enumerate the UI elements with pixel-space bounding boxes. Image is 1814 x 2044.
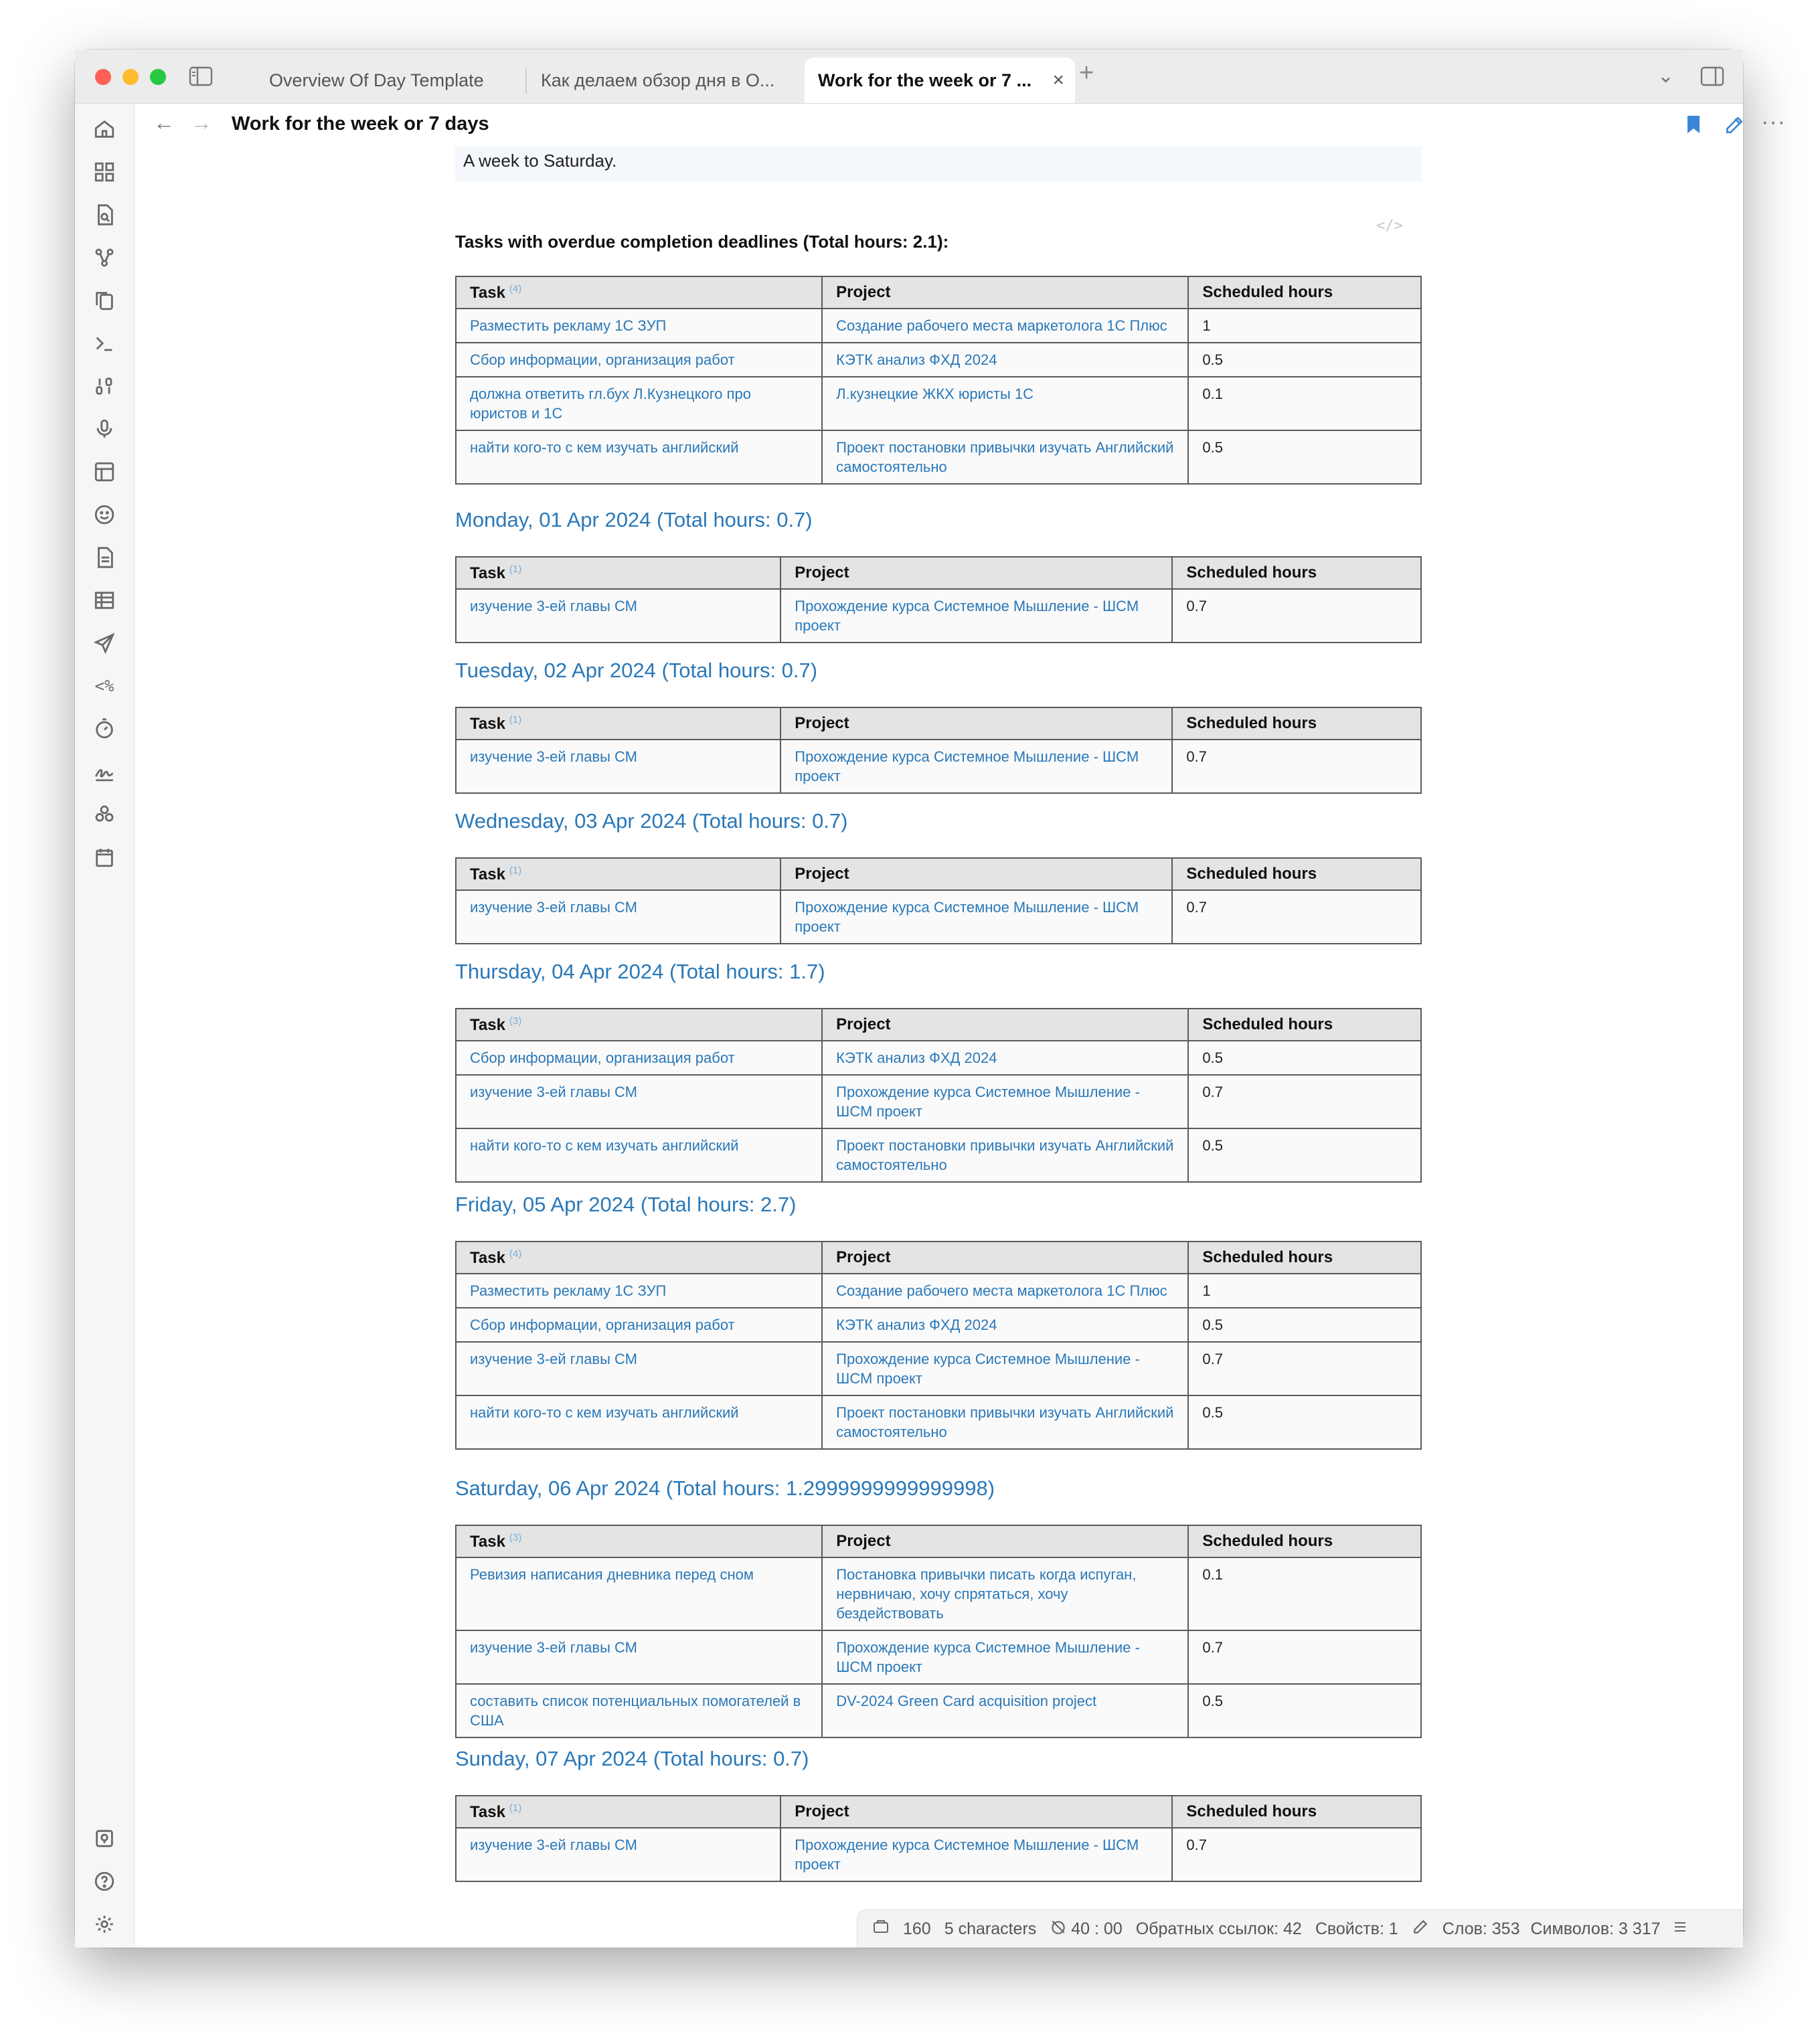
column-header-task[interactable]	[456, 1009, 822, 1041]
day-heading: Wednesday, 03 Apr 2024 (Total hours: 0.7)	[455, 809, 848, 833]
edit-icon[interactable]	[1724, 114, 1745, 139]
column-header-task[interactable]	[456, 707, 780, 740]
task-link[interactable]: изучение 3-ей главы СМ	[456, 1075, 822, 1128]
project-link[interactable]: Создание рабочего места маркетолога 1С Плюс	[822, 1274, 1188, 1308]
column-header-task[interactable]	[456, 1796, 780, 1828]
sidebar-toggle-icon[interactable]	[189, 66, 213, 87]
column-header-label: Scheduled hours	[1202, 1015, 1333, 1033]
scheduled-hours-cell: 0.1	[1188, 377, 1421, 430]
task-link[interactable]: найти кого-то с кем изучать английский	[456, 1395, 822, 1449]
column-header-hours[interactable]	[1188, 1009, 1421, 1041]
tab-work-for-the-week[interactable]	[805, 58, 1075, 103]
task-link[interactable]: Сбор информации, организация работ	[456, 343, 822, 377]
task-link[interactable]: найти кого-то с кем изучать английский	[456, 1128, 822, 1182]
column-header-label: Task	[470, 865, 505, 883]
table-header-row	[456, 557, 1421, 589]
table-row	[456, 309, 1421, 343]
scheduled-hours-cell: 0.7	[1188, 1075, 1421, 1128]
tab-label: Work for the week or 7 ...	[818, 70, 1032, 90]
task-table	[455, 1008, 1422, 1183]
column-header-label: Project	[836, 283, 891, 301]
column-header-task[interactable]	[456, 276, 822, 309]
task-link[interactable]: изучение 3-ей главы СМ	[456, 1630, 822, 1684]
project-link[interactable]: Создание рабочего места маркетолога 1С Плюс	[822, 309, 1188, 343]
column-header-project[interactable]	[822, 1009, 1188, 1041]
code-view-icon[interactable]: </>	[1376, 218, 1403, 234]
task-link[interactable]: изучение 3-ей главы СМ	[456, 589, 780, 643]
status-words: Слов: 353	[1442, 1919, 1520, 1938]
column-header-label: Scheduled hours	[1186, 1802, 1317, 1820]
project-link[interactable]: Проект постановки привычки изучать Английский самостоятельно	[822, 1128, 1188, 1182]
column-header-label: Project	[795, 564, 849, 582]
right-sidebar-toggle-icon[interactable]	[1700, 66, 1724, 87]
overdue-heading: Tasks with overdue completion deadlines (Total hours: 2.1):	[455, 232, 949, 252]
table-row	[456, 740, 1421, 793]
scheduled-hours-cell: 0.7	[1172, 890, 1421, 944]
project-link[interactable]: Прохождение курса Системное Мышление - ШСМ проект	[822, 1342, 1188, 1395]
column-header-label: Project	[836, 1015, 891, 1033]
table-row	[456, 1684, 1421, 1737]
status-bar	[857, 1909, 1743, 1948]
column-header-project[interactable]	[822, 1242, 1188, 1274]
column-header-project[interactable]	[780, 707, 1172, 740]
table-row	[456, 377, 1421, 430]
task-table	[455, 1795, 1422, 1882]
scheduled-hours-cell: 1	[1188, 1274, 1421, 1308]
day-heading: Monday, 01 Apr 2024 (Total hours: 0.7)	[455, 508, 813, 531]
task-link[interactable]: Разместить рекламу 1С ЗУП	[456, 1274, 822, 1308]
scheduled-hours-cell: 0.7	[1172, 589, 1421, 643]
list-icon[interactable]	[1673, 1919, 1687, 1940]
column-header-label: Scheduled hours	[1202, 1248, 1333, 1266]
status-properties[interactable]: Свойств: 1	[1315, 1919, 1398, 1938]
column-header-project[interactable]	[822, 1525, 1188, 1557]
task-link[interactable]: изучение 3-ей главы СМ	[456, 740, 780, 793]
scheduled-hours-cell: 0.5	[1188, 1395, 1421, 1449]
table-header-row	[456, 1009, 1421, 1041]
table-header-row	[456, 1525, 1421, 1557]
task-link[interactable]: составить список потенциальных помогателей в США	[456, 1684, 822, 1737]
column-header-label: Scheduled hours	[1202, 283, 1333, 301]
task-table	[455, 556, 1422, 643]
table-row	[456, 1342, 1421, 1395]
scheduled-hours-cell: 0.1	[1188, 1557, 1421, 1630]
task-count-badge: (1)	[509, 713, 522, 726]
table-header-row	[456, 1242, 1421, 1274]
day-heading: Tuesday, 02 Apr 2024 (Total hours: 0.7)	[455, 659, 818, 682]
project-link[interactable]: Постановка привычки писать когда испуган, нервничаю, хочу спрятаться, хочу бездействовать	[822, 1557, 1188, 1630]
project-link[interactable]: Прохождение курса Системное Мышление - ШСМ проект	[780, 589, 1172, 643]
table-row	[456, 890, 1421, 944]
tab-label: Overview Of Day Template	[269, 70, 484, 90]
minimize-window-button[interactable]	[122, 69, 139, 85]
project-link[interactable]: Прохождение курса Системное Мышление - ШСМ проект	[822, 1075, 1188, 1128]
table-row	[456, 1041, 1421, 1075]
scheduled-hours-cell: 0.5	[1188, 1684, 1421, 1737]
status-number: 160	[903, 1919, 931, 1938]
column-header-label: Project	[795, 1802, 849, 1820]
column-header-hours[interactable]	[1172, 557, 1421, 589]
bookmark-icon[interactable]	[1685, 114, 1702, 138]
column-header-label: Scheduled hours	[1186, 564, 1317, 582]
status-backlinks[interactable]: Обратных ссылок: 42	[1135, 1919, 1302, 1938]
note-title[interactable]: Work for the week or 7 days	[232, 113, 489, 135]
column-header-task[interactable]	[456, 557, 780, 589]
day-heading: Thursday, 04 Apr 2024 (Total hours: 1.7)	[455, 960, 825, 983]
task-link[interactable]: должна ответить гл.бух Л.Кузнецкого про юристов и 1С	[456, 377, 822, 430]
task-link[interactable]: Ревизия написания дневника перед сном	[456, 1557, 822, 1630]
percent-template-icon[interactable]: <%	[94, 677, 114, 695]
table-row	[456, 1075, 1421, 1128]
new-tab-button[interactable]: +	[1079, 59, 1094, 87]
more-options-icon[interactable]: ···	[1761, 109, 1786, 135]
zoom-window-button[interactable]	[150, 69, 166, 85]
home-icon[interactable]	[90, 114, 119, 144]
no-timer-icon[interactable]	[1050, 1918, 1067, 1940]
table-row	[456, 1128, 1421, 1182]
pencil-icon[interactable]	[1412, 1918, 1429, 1940]
task-count-badge: (4)	[509, 1248, 522, 1260]
column-header-label: Scheduled hours	[1202, 1532, 1333, 1550]
project-link[interactable]: Прохождение курса Системное Мышление - ШСМ проект	[822, 1630, 1188, 1684]
column-header-project[interactable]	[780, 858, 1172, 890]
column-header-hours[interactable]	[1188, 1525, 1421, 1557]
close-tab-icon[interactable]: ×	[1052, 69, 1064, 91]
project-link[interactable]: КЭТК анализ ФХД 2024	[822, 1041, 1188, 1075]
column-header-label: Project	[795, 865, 849, 883]
table-header-row	[456, 707, 1421, 740]
task-table	[455, 857, 1422, 944]
table-row	[456, 430, 1421, 484]
scheduled-hours-cell: 0.7	[1172, 740, 1421, 793]
column-header-task[interactable]	[456, 1242, 822, 1274]
task-link[interactable]: Сбор информации, организация работ	[456, 1041, 822, 1075]
note-content	[75, 147, 1743, 1948]
column-header-hours[interactable]	[1188, 1242, 1421, 1274]
column-header-project[interactable]	[822, 276, 1188, 309]
close-window-button[interactable]	[95, 69, 111, 85]
task-table	[455, 1525, 1422, 1738]
table-row	[456, 1828, 1421, 1881]
task-link[interactable]: Сбор информации, организация работ	[456, 1308, 822, 1342]
task-count-badge: (3)	[509, 1531, 522, 1543]
task-table	[455, 276, 1422, 485]
task-link[interactable]: изучение 3-ей главы СМ	[456, 1342, 822, 1395]
day-heading: Sunday, 07 Apr 2024 (Total hours: 0.7)	[455, 1747, 809, 1770]
task-count-badge: (1)	[509, 563, 522, 575]
task-count-badge: (1)	[509, 864, 522, 876]
title-bar	[75, 50, 1743, 104]
table-row	[456, 1557, 1421, 1630]
project-link[interactable]: Проект постановки привычки изучать Английский самостоятельно	[822, 430, 1188, 484]
table-row	[456, 343, 1421, 377]
column-header-label: Task	[470, 1015, 505, 1034]
table-row	[456, 1308, 1421, 1342]
scheduled-hours-cell: 0.7	[1188, 1630, 1421, 1684]
status-characters: 5 characters	[944, 1919, 1037, 1938]
sync-icon[interactable]	[872, 1920, 890, 1939]
column-header-label: Scheduled hours	[1186, 714, 1317, 732]
task-link[interactable]: Разместить рекламу 1С ЗУП	[456, 309, 822, 343]
task-table	[455, 1241, 1422, 1450]
intro-line: A week to Saturday.	[455, 147, 1422, 181]
view-header	[135, 104, 1786, 147]
forward-arrow-icon[interactable]: →	[191, 110, 212, 135]
project-link[interactable]: Прохождение курса Системное Мышление - ШСМ проект	[780, 1828, 1172, 1881]
column-header-label: Task	[470, 1248, 505, 1267]
column-header-label: Task	[470, 564, 505, 582]
project-link[interactable]: КЭТК анализ ФХД 2024	[822, 1308, 1188, 1342]
column-header-label: Task	[470, 714, 505, 733]
column-header-hours[interactable]	[1172, 858, 1421, 890]
column-header-project[interactable]	[780, 1796, 1172, 1828]
scheduled-hours-cell: 0.5	[1188, 1308, 1421, 1342]
task-count-badge: (3)	[509, 1015, 522, 1027]
tab-overview-of-day-template[interactable]	[256, 58, 523, 103]
scheduled-hours-cell: 0.5	[1188, 430, 1421, 484]
task-link[interactable]: найти кого-то с кем изучать английский	[456, 430, 822, 484]
project-link[interactable]: DV-2024 Green Card acquisition project	[822, 1684, 1188, 1737]
column-header-label: Project	[795, 714, 849, 732]
scheduled-hours-cell: 0.7	[1188, 1342, 1421, 1395]
column-header-label: Task	[470, 283, 505, 302]
column-header-label: Project	[836, 1532, 891, 1550]
project-link[interactable]: Проект постановки привычки изучать Английский самостоятельно	[822, 1395, 1188, 1449]
scheduled-hours-cell: 1	[1188, 309, 1421, 343]
table-row	[456, 1630, 1421, 1684]
table-header-row	[456, 276, 1421, 309]
tab-overview-how-to[interactable]	[527, 58, 802, 103]
tab-list-chevron-icon[interactable]: ⌄	[1657, 65, 1675, 87]
tab-divider	[525, 68, 527, 94]
table-row	[456, 1395, 1421, 1449]
project-link[interactable]: Прохождение курса Системное Мышление - ШСМ проект	[780, 740, 1172, 793]
scheduled-hours-cell: 0.7	[1172, 1828, 1421, 1881]
task-count-badge: (4)	[509, 282, 522, 294]
task-count-badge: (1)	[509, 1802, 522, 1814]
status-time: 40 : 00	[1071, 1919, 1123, 1938]
task-link[interactable]: изучение 3-ей главы СМ	[456, 1828, 780, 1881]
column-header-hours[interactable]	[1172, 707, 1421, 740]
column-header-hours[interactable]	[1172, 1796, 1421, 1828]
column-header-label: Project	[836, 1248, 891, 1266]
scheduled-hours-cell: 0.5	[1188, 1041, 1421, 1075]
day-heading: Friday, 05 Apr 2024 (Total hours: 2.7)	[455, 1193, 797, 1216]
column-header-task[interactable]	[456, 858, 780, 890]
project-link[interactable]: КЭТК анализ ФХД 2024	[822, 343, 1188, 377]
table-header-row	[456, 1796, 1421, 1828]
tab-label: Как делаем обзор дня в О...	[541, 70, 775, 90]
column-header-task[interactable]	[456, 1525, 822, 1557]
task-link[interactable]: изучение 3-ей главы СМ	[456, 890, 780, 944]
column-header-project[interactable]	[780, 557, 1172, 589]
project-link[interactable]: Прохождение курса Системное Мышление - ШСМ проект	[780, 890, 1172, 944]
status-symbols: Символов: 3 317	[1530, 1919, 1661, 1938]
table-row	[456, 1274, 1421, 1308]
table-row	[456, 589, 1421, 643]
project-link[interactable]: Л.кузнецкие ЖКХ юристы 1С	[822, 377, 1188, 430]
column-header-label: Task	[470, 1532, 505, 1551]
table-header-row	[456, 858, 1421, 890]
app-window	[75, 50, 1786, 1948]
column-header-label: Task	[470, 1802, 505, 1821]
scheduled-hours-cell: 0.5	[1188, 343, 1421, 377]
column-header-hours[interactable]	[1188, 276, 1421, 309]
day-heading: Saturday, 06 Apr 2024 (Total hours: 1.2999999999999998)	[455, 1476, 995, 1500]
column-header-label: Scheduled hours	[1186, 865, 1317, 883]
scheduled-hours-cell: 0.5	[1188, 1128, 1421, 1182]
task-table	[455, 707, 1422, 794]
back-arrow-icon[interactable]: ←	[153, 110, 175, 135]
